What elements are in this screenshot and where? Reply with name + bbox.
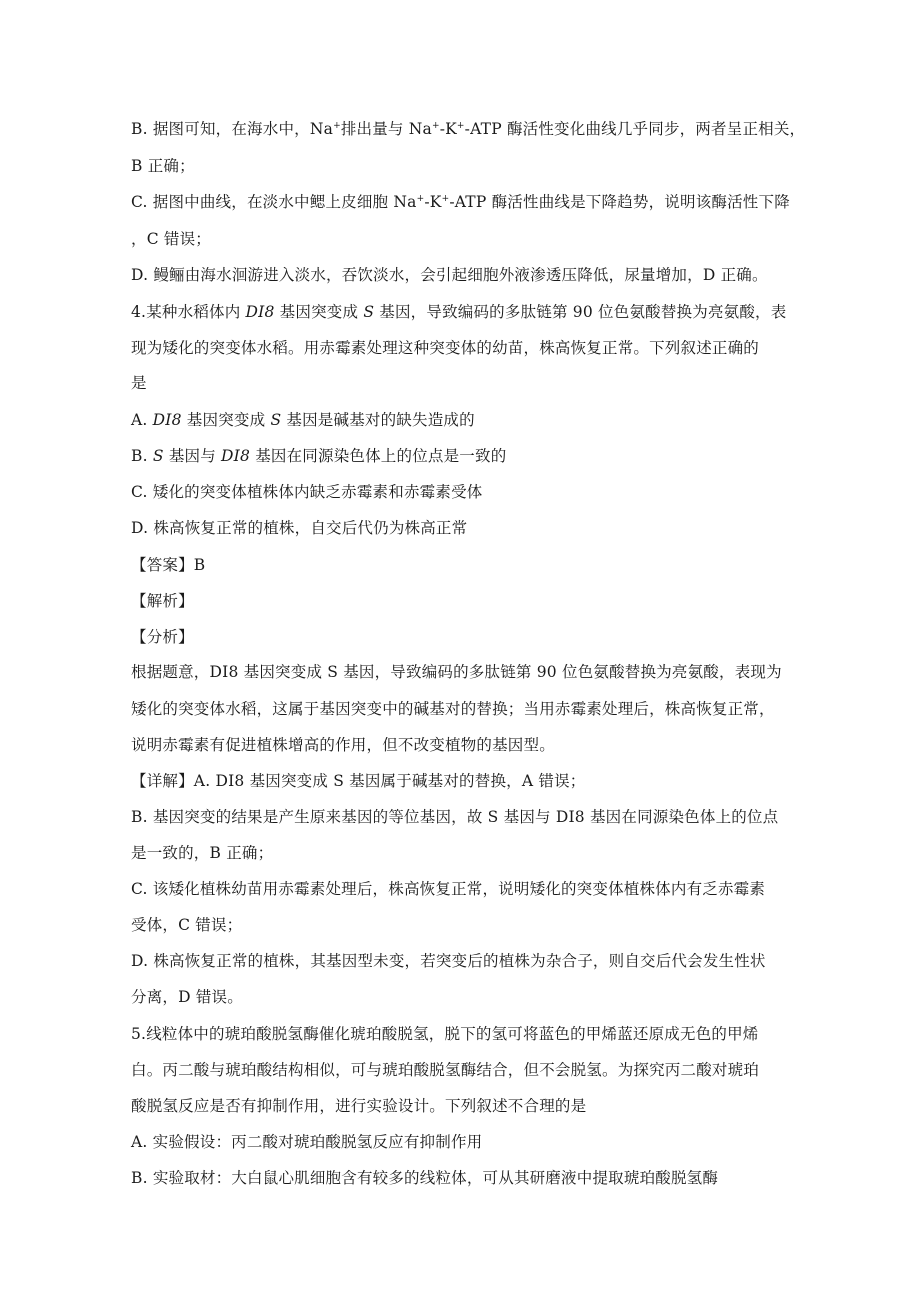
answer-label: 【答案】B	[131, 556, 206, 574]
text-line: 受体，C 错误；	[131, 916, 243, 934]
choice-b: B. 实验取材：大白鼠心肌细胞含有较多的线粒体，可从其研磨液中提取琥珀酸脱氢酶	[131, 1169, 719, 1187]
text-line: B 正确；	[131, 157, 195, 175]
question-4-stem: 4.某种水稻体内 DI8 基因突变成 S 基因，导致编码的多肽链第 90 位色氨酸替换为亮氨酸，表	[131, 303, 787, 321]
text-line: 酸脱氢反应是否有抑制作用，进行实验设计。下列叙述不合理的是	[131, 1097, 587, 1115]
choice-d: D. 株高恢复正常的植株，自交后代仍为株高正常	[131, 519, 468, 537]
text-line: 白。丙二酸与琥珀酸结构相似，可与琥珀酸脱氢酶结合，但不会脱氢。为探究丙二酸对琥珀	[131, 1061, 760, 1079]
text-line: 现为矮化的突变体水稻。用赤霉素处理这种突变体的幼苗，株高恢复正常。下列叙述正确的	[131, 339, 760, 357]
option-b-explanation: B. 据图可知，在海水中，Na+排出量与 Na+-K+-ATP 酶活性变化曲线几乎同步，两者呈正相关，	[131, 120, 806, 138]
detail-option-a: 【详解】A. DI8 基因突变成 S 基因属于碱基对的替换，A 错误；	[131, 772, 586, 790]
analysis-text: 矮化的突变体水稻，这属于基因突变中的碱基对的替换；当用赤霉素处理后，株高恢复正常，	[131, 700, 775, 718]
text-line: 是	[131, 374, 147, 392]
option-d-explanation: D. 鳗鲡由海水洄游进入淡水，吞饮淡水，会引起细胞外液渗透压降低，尿量增加，D 正确。	[131, 266, 768, 284]
choice-a: A. 实验假设：丙二酸对琥珀酸脱氢反应有抑制作用	[131, 1133, 483, 1151]
text-line: ，C 错误；	[131, 230, 211, 248]
detail-option-d: D. 株高恢复正常的植株，其基因型未变，若突变后的植株为杂合子，则自交后代会发生性状	[131, 952, 766, 970]
text-line: 是一致的，B 正确；	[131, 844, 274, 862]
choice-a: A. DI8 基因突变成 S 基因是碱基对的缺失造成的	[131, 411, 475, 429]
choice-c: C. 矮化的突变体植株体内缺乏赤霉素和赤霉素受体	[131, 483, 483, 501]
analysis-text: 根据题意，DI8 基因突变成 S 基因，导致编码的多肽链第 90 位色氨酸替换为亮氨酸，表现为	[131, 663, 782, 681]
analysis-text: 说明赤霉素有促进植株增高的作用，但不改变植物的基因型。	[131, 736, 555, 754]
detail-option-c: C. 该矮化植株幼苗用赤霉素处理后，株高恢复正常，说明矮化的突变体植株体内有乏赤霉素	[131, 880, 766, 898]
choice-b: B. S 基因与 DI8 基因在同源染色体上的位点是一致的	[131, 447, 507, 465]
detail-option-b: B. 基因突变的结果是产生原来基因的等位基因，故 S 基因与 DI8 基因在同源染色体上的位点	[131, 808, 779, 826]
analysis-heading: 【解析】	[131, 592, 194, 610]
text-line: 分离，D 错误。	[131, 988, 243, 1006]
question-5-stem: 5.线粒体中的琥珀酸脱氢酶催化琥珀酸脱氢，脱下的氢可将蓝色的甲烯蓝还原成无色的甲烯	[131, 1025, 759, 1043]
option-c-explanation: C. 据图中曲线，在淡水中鳃上皮细胞 Na+-K+-ATP 酶活性曲线是下降趋势，说明该酶活性下降	[131, 193, 790, 211]
analysis-subheading: 【分析】	[131, 628, 194, 646]
